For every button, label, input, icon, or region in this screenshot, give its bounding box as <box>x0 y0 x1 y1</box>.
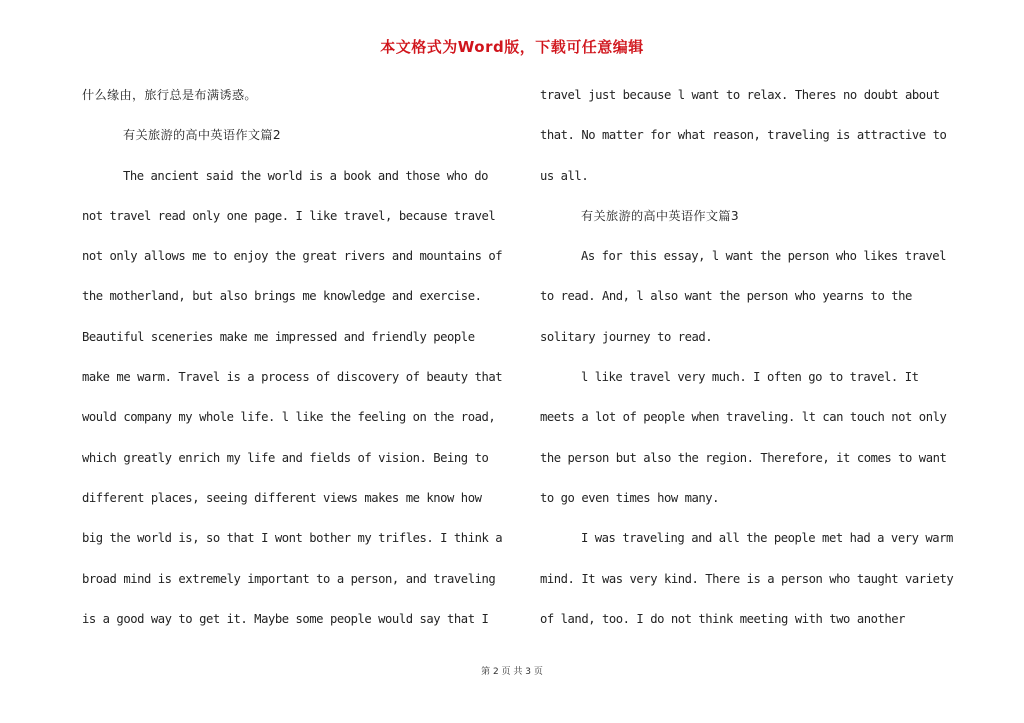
text-line: broad mind is extremely important to a person, and traveling <box>82 571 496 586</box>
text-line: 什么缘由，旅行总是布满诱惑。 <box>82 88 257 102</box>
left-text-column <box>82 75 512 639</box>
text-line: mind. It was very kind. There is a person who taught variety <box>540 571 954 586</box>
text-line: that. No matter for what reason, traveling is attractive to <box>540 128 947 143</box>
text-line: is a good way to get it. Maybe some people would say that I <box>82 611 489 626</box>
text-line: us all. <box>540 168 589 183</box>
text-line: make me warm. Travel is a process of discovery of beauty that <box>82 370 503 385</box>
text-line: solitary journey to read. <box>540 329 713 344</box>
text-line: of land, too. I do not think meeting with two another <box>540 611 906 626</box>
document-header-banner: 本文格式为Word版，下载可任意编辑 <box>380 38 644 56</box>
text-line: big the world is, so that I wont bother my trifles. I think a <box>82 531 503 546</box>
text-line: which greatly enrich my life and fields of vision. Being to <box>82 450 489 465</box>
text-line: to read. And, l also want the person who yearns to the <box>540 289 912 304</box>
text-line: I was traveling and all the people met had a very warm <box>581 531 953 546</box>
text-line: The ancient said the world is a book and those who do <box>123 168 489 183</box>
text-line: not travel read only one page. I like travel, because travel <box>82 208 496 223</box>
section-heading: 有关旅游的高中英语作文篇3 <box>581 208 739 223</box>
right-text-column <box>540 75 960 639</box>
text-line: Beautiful sceneries make me impressed and friendly people <box>82 329 475 344</box>
text-line: the motherland, but also brings me knowledge and exercise. <box>82 289 482 304</box>
text-line: the person but also the region. Therefore, it comes to want <box>540 450 947 465</box>
text-line: meets a lot of people when traveling. lt can touch not only <box>540 410 947 425</box>
text-line: to go even times how many. <box>540 490 720 505</box>
text-line: different places, seeing different views makes me know how <box>82 490 482 505</box>
page-number-footer: 第 2 页 共 3 页 <box>481 667 543 677</box>
text-line: not only allows me to enjoy the great rivers and mountains of <box>82 249 503 264</box>
text-line: As for this essay, l want the person who likes travel <box>581 249 947 264</box>
section-heading: 有关旅游的高中英语作文篇2 <box>123 128 281 143</box>
text-line: would company my whole life. l like the feeling on the road, <box>82 410 496 425</box>
text-line: l like travel very much. I often go to travel. It <box>581 370 919 385</box>
text-line: travel just because l want to relax. Theres no doubt about <box>540 88 940 102</box>
